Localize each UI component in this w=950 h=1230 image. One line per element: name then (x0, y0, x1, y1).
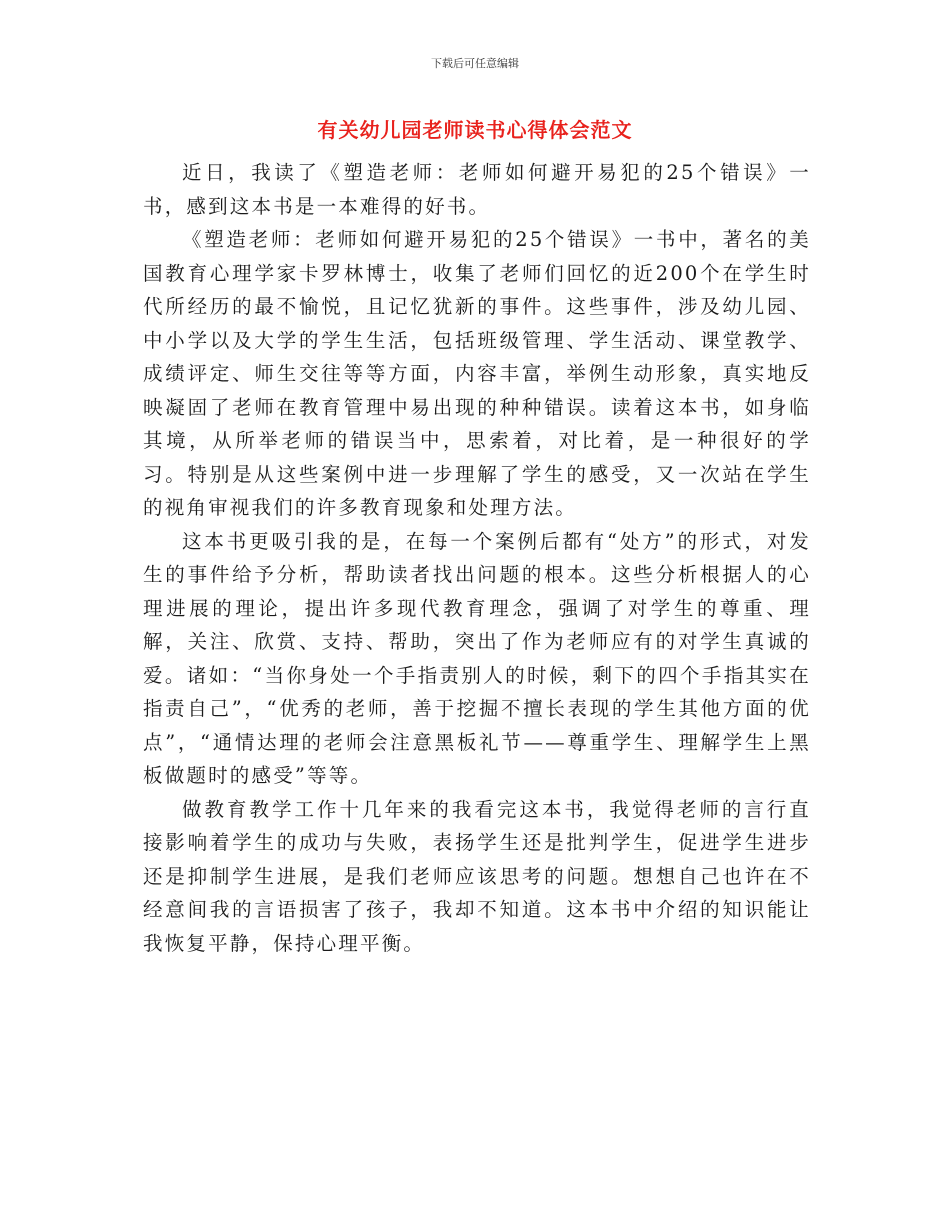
paragraph-1: 近日，我读了《塑造老师：老师如何避开易犯的25个错误》一书，感到这本书是一本难得的好书。 (143, 161, 811, 218)
document-title: 有关幼儿园老师读书心得体会范文 (317, 118, 633, 142)
paragraph-2: 《塑造老师：老师如何避开易犯的25个错误》一书中，著名的美国教育心理学家卡罗林博士，收集了老师们回忆的近200个在学生时代所经历的最不愉悦，且记忆犹新的事件。这些事件，涉及幼儿园、中小学以及大学的学生生活，包括班级管理、学生活动、课堂教学、成绩评定、师生交往等等方面，内容丰富，举例生动形象，真实地反映凝固了老师在教育管理中易出现的种种错误。读着这本书，如身临其境，从所举老师的错误当中，思索着，对比着，是一种很好的学习。特别是从这些案例中进一步理解了学生的感受，又一次站在学生的视角审视我们的许多教育现象和处理方法。 (143, 228, 811, 519)
paragraph-3: 这本书更吸引我的是，在每一个案例后都有“处方”的形式，对发生的事件给予分析，帮助读者找出问题的根本。这些分析根据人的心理进展的理论，提出许多现代教育理念，强调了对学生的尊重、理解，关注、欣赏、支持、帮助，突出了作为老师应有的对学生真诚的爱。诸如：“当你身处一个手指责别人的时候，剩下的四个手指其实在指责自己”，“优秀的老师，善于挖掘不擅长表现的学生其他方面的优点”，“通情达理的老师会注意黑板礼节——尊重学生、理解学生上黑板做题时的感受”等等。 (143, 529, 811, 787)
page-header: 下载后可任意编辑 (431, 57, 519, 70)
document-body (143, 156, 811, 960)
paragraph-4: 做教育教学工作十几年来的我看完这本书，我觉得老师的言行直接影响着学生的成功与失败，表扬学生还是批判学生，促进学生进步还是抑制学生进展，是我们老师应该思考的问题。想想自己也许在不经意间我的言语损害了孩子，我却不知道。这本书中介绍的知识能让我恢复平静，保持心理平衡。 (143, 797, 811, 955)
